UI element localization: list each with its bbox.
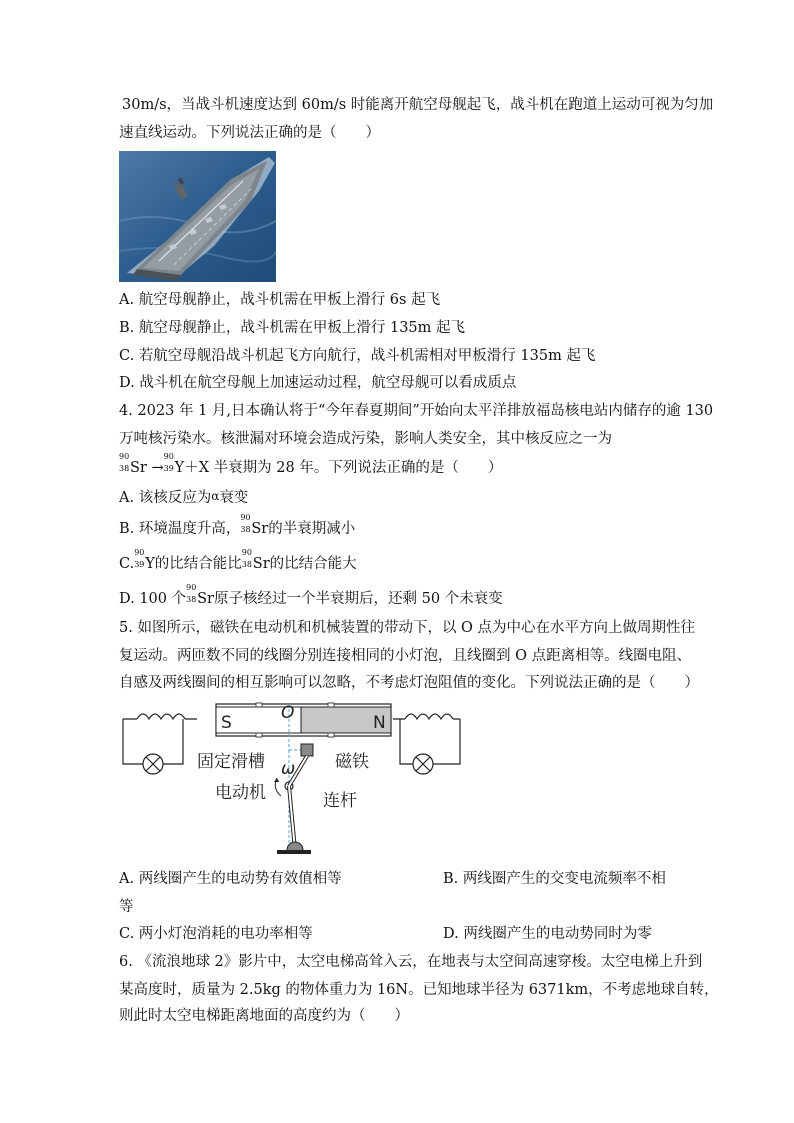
aircraft-carrier-photo — [119, 151, 276, 282]
q4-stem-line-2: 万吨核污染水。核泄漏对环境会造成污染，影响人类安全，其中核反应之一为 — [119, 431, 612, 447]
q3-option-a: A. 航空母舰静止，战斗机需在甲板上滑行 6s 起飞 — [119, 292, 441, 308]
label-rod: 连杆 — [323, 791, 357, 811]
label-magnet: 磁铁 — [335, 752, 369, 772]
q4-stem-line-1: 4. 2023 年 1 月,日本确认将于“今年春夏期间”开始向太平洋排放福岛核电站内储存的逾 130 — [119, 403, 714, 419]
q5-option-d: D. 两线圈产生的电动势同时为零 — [443, 926, 652, 942]
q4-nuclear-equation: 90 38 Sr → 90 39 Y＋X 半衰期为 28 年。下列说法正确的是（ ） — [119, 452, 503, 476]
q5-stem-line-2: 复运动。两匝数不同的线圈分别连接相同的小灯泡，且线圈到 O 点距离相等。线圈电阻、 — [119, 648, 692, 664]
q5-option-b: B. 两线圈产生的交变电流频率不相 — [443, 871, 666, 887]
q5-stem-line-3: 自感及两线圈间的相互影响可以忽略，不考虑灯泡阻值的变化。下列说法正确的是（ ） — [119, 675, 699, 691]
q5-option-b-wrap: 等 — [119, 899, 134, 915]
q3-stem-line-2: 速直线运动。下列说法正确的是（ ） — [119, 125, 380, 141]
left-coil-circuit — [123, 714, 197, 774]
label-s: S — [221, 713, 232, 733]
q5-option-a: A. 两线圈产生的电动势有效值相等 — [119, 871, 342, 887]
q6-stem-line-2: 某高度时，质量为 2.5kg 的物体重力为 16N。已知地球半径为 6371km，不考虑地球自转， — [119, 982, 719, 998]
q4-option-d: D. 100 个 90 38 Sr原子核经过一个半衰期后，还剩 50 个未衰变 — [119, 583, 503, 607]
label-motor: 电动机 — [215, 783, 266, 803]
q6-stem-line-3: 则此时太空电梯距离地面的高度约为（ ） — [119, 1008, 409, 1024]
nuclide-sr-90: 90 38 Sr — [119, 452, 147, 476]
reaction-arrow: → — [151, 460, 164, 476]
q6-stem-line-1: 6. 《流浪地球 2》影片中，太空电梯高耸入云，在地表与太空间高速穿梭。太空电梯上升到 — [119, 954, 703, 970]
q4-option-b: B. 环境温度升高， 90 38 Sr的半衰期减小 — [119, 513, 356, 537]
q5-stem-line-1: 5. 如图所示，磁铁在电动机和机械装置的带动下，以 O 点为中心在水平方向上做周期性往 — [119, 620, 696, 636]
q3-option-b: B. 航空母舰静止，战斗机需在甲板上滑行 135m 起飞 — [119, 320, 466, 336]
label-o: O — [281, 703, 295, 723]
right-coil-circuit — [393, 714, 460, 774]
alpha-symbol: α — [211, 489, 220, 503]
q5-option-c: C. 两小灯泡消耗的电功率相等 — [119, 926, 313, 942]
q3-option-d: D. 战斗机在航空母舰上加速运动过程，航空母舰可以看成质点 — [119, 375, 517, 391]
magnet-coil-diagram — [115, 700, 475, 863]
q3-option-c: C. 若航空母舰沿战斗机起飞方向航行，战斗机需相对甲板滑行 135m 起飞 — [119, 348, 596, 364]
q4-option-c: C. 90 39 Y的比结合能比 90 38 Sr的比结合能大 — [119, 548, 357, 572]
q3-stem-line-1: 30m/s，当战斗机速度达到 60m/s 时能离开航空母舰起飞，战斗机在跑道上运动可视为匀加 — [122, 97, 714, 113]
label-omega: ω — [281, 759, 296, 779]
label-fixed-slot: 固定滑槽 — [197, 752, 265, 772]
q4-option-a: A. 该核反应为α衰变 — [119, 489, 249, 506]
pivot-block — [301, 744, 313, 756]
label-n: N — [373, 713, 386, 733]
base-support — [277, 850, 311, 854]
nuclide-y-90: 90 39 Y — [163, 452, 185, 476]
